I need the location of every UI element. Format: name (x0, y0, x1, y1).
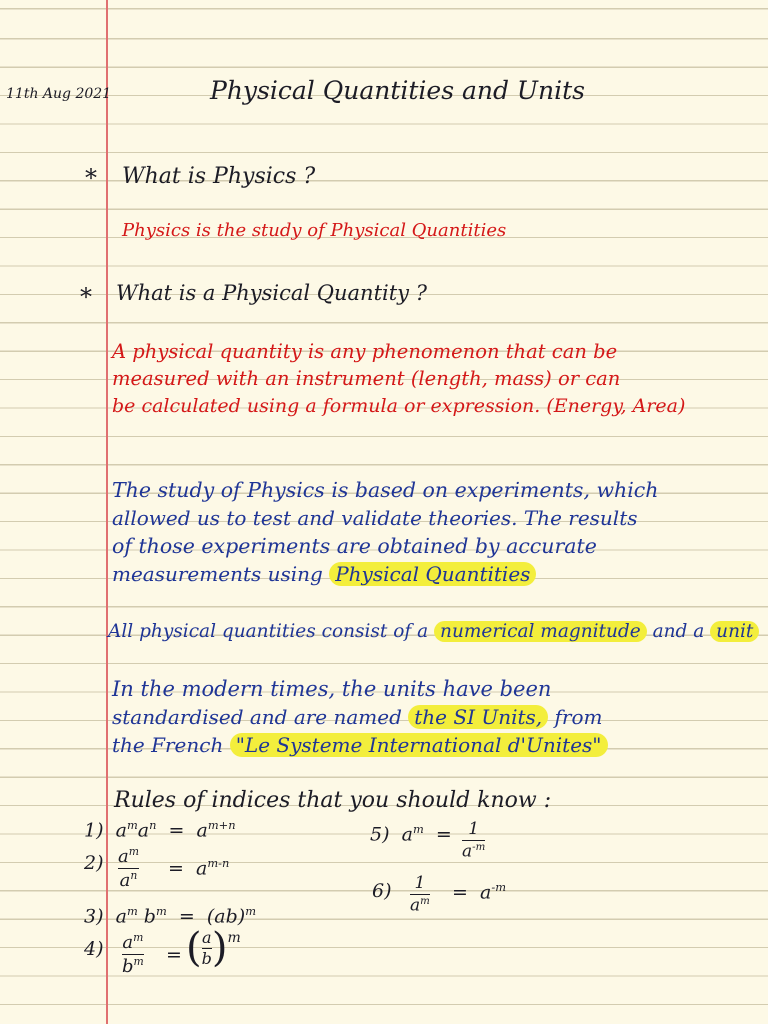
rule-1-rhs-base: a (196, 819, 208, 842)
para1-line1: The study of Physics is based on experiments, which (112, 478, 659, 502)
rule-5-base: a (401, 823, 413, 846)
rule-4-rhs-exp: m (227, 930, 241, 946)
rule-6-denominator: $a^m$ (410, 895, 430, 916)
rule-3-exp-m2: m (155, 904, 167, 918)
rule-6-numerator: 1 (414, 873, 426, 893)
rule-1-rhs-exp: m+n (207, 818, 236, 832)
rule-5-numerator: 1 (468, 819, 480, 839)
rule-3-equals: = (178, 905, 195, 928)
rule-2-fraction (118, 846, 139, 891)
para3-line1: In the modern times, the units have been (112, 677, 552, 701)
rule-5-number: 5) (370, 823, 390, 846)
rule-3-exp-m: m (126, 904, 138, 918)
rule-1-base-a2: a (137, 819, 150, 842)
rule-6-rhs-exp: -m (491, 880, 506, 894)
rule-3 (84, 904, 256, 927)
para2-text: All physical quantities consist of a (108, 621, 429, 642)
rule-3-number: 3) (84, 905, 104, 928)
date: 11th Aug 2021 (6, 86, 112, 102)
rule-4-rhs (186, 925, 241, 971)
bullet-star: * (85, 164, 97, 192)
rule-6-number: 6) (372, 880, 392, 902)
rule-3-rhs-exp: m (245, 904, 257, 918)
para3-line2 (112, 705, 602, 729)
highlight-physical-quantities: Physical Quantities (329, 562, 536, 586)
rule-4-inner-bottom: b (201, 948, 212, 968)
para1-line3: of those experiments are obtained by accurate (112, 534, 597, 558)
rules-heading: Rules of indices that you should know : (114, 788, 552, 813)
rule-4-inner-top: a (201, 927, 212, 947)
rule-6-fraction (410, 874, 430, 915)
question-physical-quantity: What is a Physical Quantity ? (116, 281, 427, 305)
para2-line (108, 621, 759, 642)
rule-4-paren-open: ( (186, 925, 202, 971)
para1-line2: allowed us to test and validate theories. The results (112, 506, 638, 530)
answer-line-3: be calculated using a formula or expression. (Energy, Area) (112, 395, 686, 417)
answer-physics-definition: Physics is the study of Physical Quantities (122, 220, 507, 241)
para2-and-a: and a (652, 621, 705, 642)
rule-2-rhs (168, 856, 229, 879)
answer-line-1: A physical quantity is any phenomenon that can be (112, 340, 618, 363)
rule-2-numerator: $a^m$ (118, 845, 139, 867)
para3-line3 (112, 733, 608, 757)
rule-1-exp-m: m (126, 818, 138, 832)
rule-2-rhs-exp: m-n (207, 856, 230, 870)
rule-2-denominator: $a^n$ (119, 868, 138, 891)
rule-1-equals: = (168, 819, 185, 842)
rule-3-rhs: (ab) (206, 905, 246, 928)
rule-1-exp-n: n (149, 818, 157, 832)
rule-3-base-b: b (143, 905, 156, 928)
rule-6-rhs (452, 880, 506, 903)
rule-4-equals: = (166, 944, 182, 966)
rule-4-inner-fraction (202, 929, 212, 967)
margin-line (106, 0, 108, 1024)
rule-4-paren-close: ) (211, 925, 228, 971)
rule-5 (370, 822, 452, 845)
rule-2-number: 2) (84, 852, 104, 874)
highlight-numerical-magnitude: numerical magnitude (434, 621, 647, 642)
rule-2-equals: = (168, 857, 184, 880)
highlight-unit: unit (710, 621, 759, 642)
para1-line4-text: measurements using (112, 562, 323, 586)
rule-2-rhs-base: a (196, 857, 208, 880)
rule-5-exp: m (412, 822, 424, 836)
para3-from: from (554, 705, 603, 729)
highlight-si-units: the SI Units, (408, 705, 548, 729)
rule-1 (84, 818, 236, 841)
answer-line-2: measured with an instrument (length, mass) or can (112, 367, 621, 390)
rule-6-equals: = (452, 881, 468, 904)
bullet-star: * (80, 283, 92, 311)
rule-5-denominator: $a^{-m}$ (462, 841, 486, 862)
para1-line4 (112, 562, 536, 586)
rule-5-equals: = (435, 823, 452, 846)
page-title: Physical Quantities and Units (210, 76, 585, 105)
rule-3-base-a: a (115, 905, 127, 928)
rule-4-number: 4) (84, 938, 104, 960)
rule-5-fraction (462, 820, 485, 861)
rule-4-denominator: $b^m$ (122, 954, 144, 977)
rule-1-number: 1) (84, 819, 104, 842)
para3-line3-text: the French (112, 733, 224, 757)
rule-4-fraction (122, 932, 144, 977)
rule-4-numerator: $a^m$ (122, 931, 144, 953)
question-what-is-physics: What is Physics ? (122, 164, 316, 189)
rule-6-rhs-base: a (480, 881, 492, 904)
para3-line2-text: standardised and are named (112, 705, 402, 729)
rule-1-base-a: a (115, 819, 127, 842)
highlight-le-systeme: "Le Systeme International d'Unites" (230, 733, 608, 757)
